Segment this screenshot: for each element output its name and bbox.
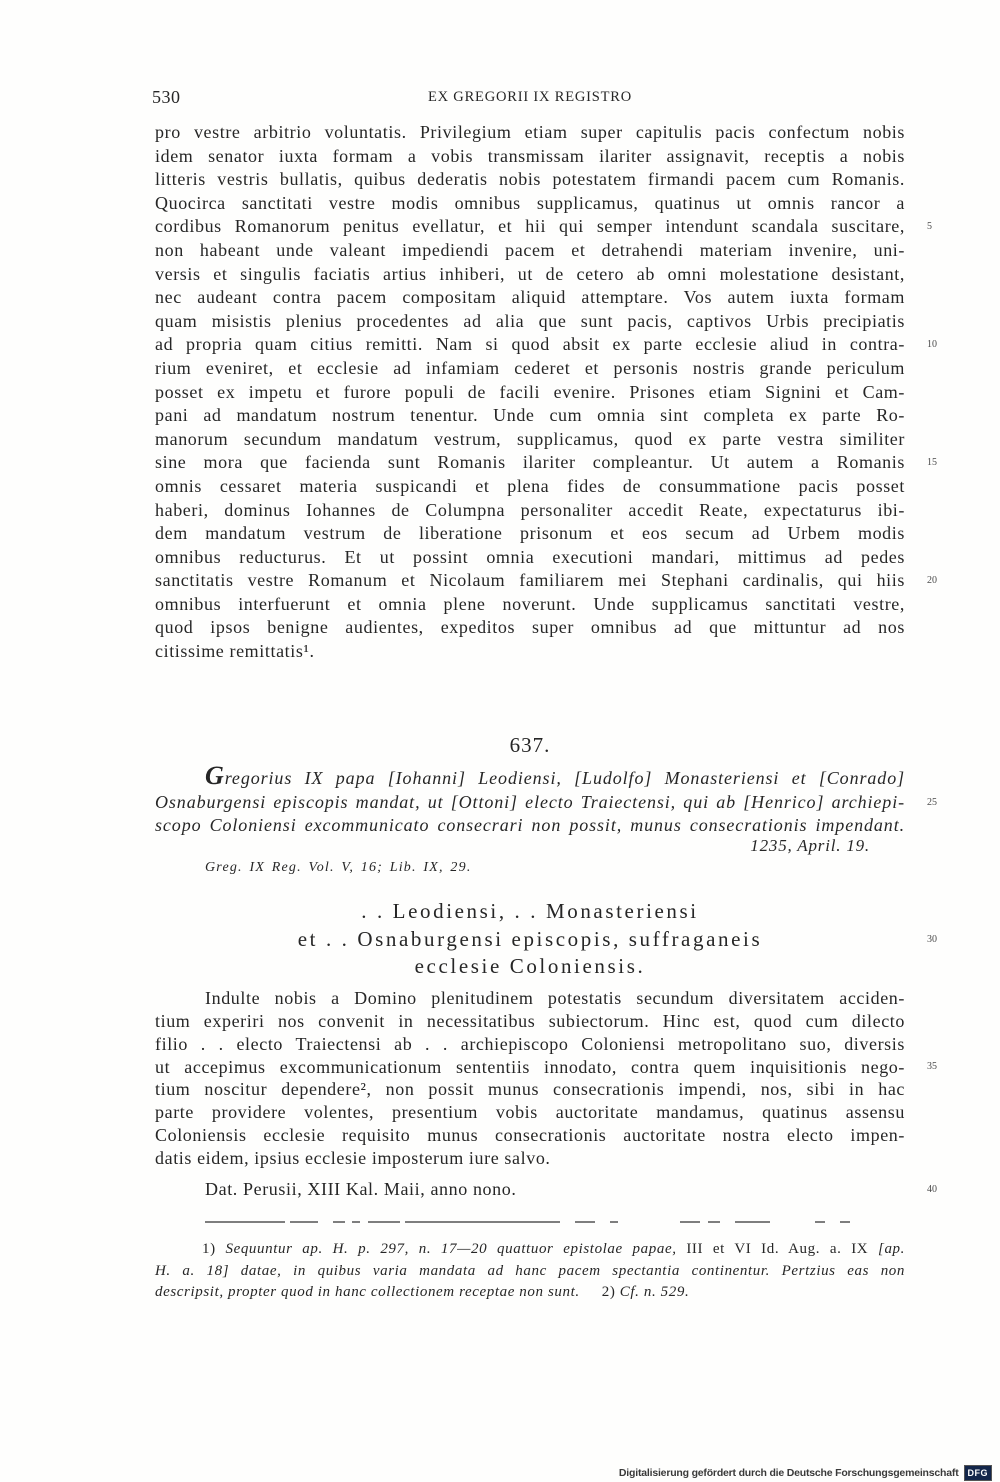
line-text: Quocirca sanctitati vestre modis omnibus supplicamus, quatinus ut omnis rancor a — [155, 192, 905, 213]
text-line — [155, 286, 905, 310]
text-line — [155, 239, 905, 263]
text-line — [155, 569, 937, 593]
line-text: quod ipsos benigne audientes, expeditos super omnibus ad que mittuntur ad nos — [155, 617, 905, 638]
margin-line-number: 40 — [927, 1184, 937, 1195]
footnote-text: III et VI Id. Aug. a. IX — [686, 1241, 869, 1257]
line-text: posset ex impetu et furore populi de facili evenire. Prisones etiam Signini et Cam- — [155, 381, 905, 402]
text-line — [155, 1124, 905, 1147]
line-text: Dat. Perusii, XIII Kal. Maii, anno nono. — [205, 1179, 517, 1199]
footnote-marker: 1) — [202, 1241, 216, 1257]
line-text: omnibus reducturus. Et ut possint omnia executioni mandari, mittimus ad pedes — [155, 546, 905, 567]
line-text: filio . . electo Traiectensi ab . . archiepiscopo Coloniensi metropolitano suo, diversis — [155, 1033, 905, 1054]
line-text: parte providere volentes, presentium vobis auctoritate mandamus, quatinus assensu — [155, 1102, 905, 1123]
text-line — [155, 475, 905, 499]
dfg-logo: DFG — [964, 1465, 993, 1481]
summary-line — [155, 761, 905, 791]
text-line — [155, 616, 905, 640]
document-date: 1235, April. 19. — [750, 836, 870, 855]
letter-text — [155, 987, 937, 1170]
line-text: tium experiri nos convenit in necessitatibus subiectorum. Hinc est, quod cum dilecto — [155, 1010, 905, 1031]
margin-line-number: 10 — [927, 339, 937, 351]
text-line — [155, 381, 905, 405]
line-text: Coloniensis ecclesie requisito munus consecrationis auctoritate nostra electo impen- — [155, 1125, 905, 1146]
previous-letter-text — [155, 121, 937, 664]
line-text: quam misistis plenius procedentes ad alia que sunt pacis, captivos Urbis precipiatis — [155, 310, 905, 331]
line-text: nec audeant contra pacem compositam aliquid attemptare. Vos autem iuxta formam — [155, 287, 905, 308]
footnote-separator — [0, 1220, 1000, 1224]
margin-line-number: 20 — [927, 575, 937, 587]
text-line — [155, 168, 905, 192]
address-line — [155, 926, 937, 954]
line-text: non habeant unde valeant impediendi pacem et detrahendi materiam invenire, uni- — [155, 239, 905, 260]
line-text: et . . Osnaburgensi episcopis, suffraganeis — [297, 926, 763, 951]
line-text: dem mandatum vestrum de liberatione prisonum et eos secum ad Urbem modis — [155, 523, 905, 544]
footnote-line — [155, 1261, 905, 1283]
footnote-text: [ap. — [878, 1241, 906, 1257]
address-line — [155, 898, 905, 926]
margin-line-number: 35 — [927, 1060, 937, 1072]
page-number: 530 — [152, 87, 181, 107]
document-source: Greg. IX Reg. Vol. V, 16; Lib. IX, 29. — [205, 860, 472, 875]
funding-note: Digitalisierung gefördert durch die Deutsche Forschungsgemeinschaft — [618, 1467, 959, 1479]
footnote-text: Sequuntur ap. H. p. 297, n. 17—20 quattuor epistolae papae, — [225, 1241, 677, 1257]
footer — [619, 1465, 992, 1481]
text-line — [155, 404, 905, 428]
line-text: idem senator iuxta formam a vobis transmissam ilariter assignavit, receptis a nobis — [155, 145, 905, 166]
dating-clause — [155, 1178, 937, 1202]
line-text: sanctitatis vestre Romanum et Nicolaum familiarem mei Stephani cardinalis, qui hiis — [155, 570, 905, 591]
text-line — [155, 428, 905, 452]
text-line — [155, 1056, 937, 1079]
footnote-marker: 2) — [601, 1284, 616, 1300]
text-line — [155, 310, 905, 334]
line-text: omnis cessaret materia suspicandi et plena fides de consummatione pacis posset — [155, 475, 905, 496]
line-text: sine mora que facienda sunt Romanis ilariter compleantur. Ut autem a Romanis — [155, 452, 905, 473]
text-line — [155, 1101, 905, 1124]
footnote-text: Cf. n. 529. — [619, 1284, 690, 1300]
document-summary — [155, 761, 937, 838]
line-text: Osnaburgensi episcopis mandat, ut [Ottoni] electo Traiectensi, qui ab [Henrico] archiepi- — [155, 791, 905, 812]
text-line — [155, 1033, 905, 1056]
address-line — [155, 953, 905, 981]
running-title: EX GREGORII IX REGISTRO — [427, 89, 633, 105]
text-line — [155, 451, 937, 475]
text-line — [155, 640, 905, 664]
margin-line-number: 30 — [927, 933, 937, 945]
footnotes — [155, 1239, 905, 1304]
line-text: cordibus Romanorum penitus evellatur, et hii qui semper intendunt scandala suscitare, — [155, 216, 905, 237]
line-text: . . Leodiensi, . . Monasteriensi — [361, 899, 699, 923]
footnote-line — [155, 1282, 905, 1304]
text-line — [155, 1078, 905, 1101]
text-line — [155, 215, 932, 239]
footnote-text: H. a. 18] datae, in quibus varia mandata ad hanc pacem spectantia continentur. Pertzius eas non — [155, 1262, 905, 1279]
summary-line — [155, 791, 937, 815]
line-text: manorum secundum mandatum vestrum, supplicamus, quod ex parte vestra similiter — [155, 428, 905, 449]
margin-line-number: 5 — [927, 221, 932, 233]
line-text: ecclesie Coloniensis. — [414, 954, 646, 978]
text-line — [155, 1010, 905, 1033]
text-line — [155, 145, 905, 169]
line-text: Gregorius IX papa [Iohanni] Leodiensi, [Ludolfo] Monasteriensi et [Conrado] — [205, 761, 905, 790]
text-line — [155, 357, 905, 381]
line-text: scopo Coloniensi excommunicato consecrari non possit, munus consecrationis impendant. — [155, 815, 905, 835]
line-text: pro vestre arbitrio voluntatis. Privilegium etiam super capitulis pacis confectum nobis — [155, 122, 905, 142]
line-text: ut accepimus excommunicationum sententiis innodato, contra quem inquisitionis nego- — [155, 1056, 905, 1077]
text-line — [155, 1147, 905, 1170]
line-text: datis eidem, ipsius ecclesie imposterum iure salvo. — [155, 1148, 551, 1169]
line-text: Indulte nobis a Domino plenitudinem potestatis secundum diversitatem acciden- — [205, 988, 905, 1008]
line-text: haberi, dominus Iohannes de Columpna personaliter accedit Reate, expectaturus ibi- — [155, 499, 905, 520]
text-line — [155, 593, 905, 617]
text-line — [155, 333, 937, 357]
footnote-text: descripsit, propter quod in hanc collectionem receptae non sunt. — [155, 1284, 580, 1300]
line-text: litteris vestris bullatis, quibus dederatis nobis potestatem firmandi pacem cum Romanis. — [155, 169, 905, 190]
text-line — [155, 121, 905, 145]
line-text: omnibus interfuerunt et omnia plene noverunt. Unde supplicamus sanctitati vestre, — [155, 593, 905, 614]
dating-line — [155, 1178, 937, 1202]
text-line — [155, 546, 905, 570]
text-line — [155, 987, 905, 1010]
line-text: versis et singulis faciatis artius inhiberi, ut de cetero ab omni molestatione desistant, — [155, 263, 905, 284]
line-text: pani ad mandatum nostrum tenentur. Unde cum omnia sint completa ex parte Ro- — [155, 405, 905, 426]
text-line — [155, 499, 905, 523]
line-text: tium noscitur dependere², non possit munus consecrationis impendi, nos, sibi in hac — [155, 1079, 905, 1100]
address-heading — [155, 898, 937, 981]
footnote-line — [155, 1239, 905, 1261]
text-line — [155, 263, 905, 287]
text-line — [155, 192, 905, 216]
margin-line-number: 15 — [927, 457, 937, 469]
text-line — [155, 522, 905, 546]
line-text: rium eveniret, et ecclesie ad infamiam cederet et personis nostris grande periculum — [155, 357, 905, 378]
document-number: 637. — [509, 733, 551, 757]
line-text: citissime remittatis¹. — [155, 641, 315, 662]
margin-line-number: 25 — [927, 796, 937, 808]
line-text: ad propria quam citius remitti. Nam si quod absit ex parte ecclesie aliud in contra- — [155, 334, 905, 355]
